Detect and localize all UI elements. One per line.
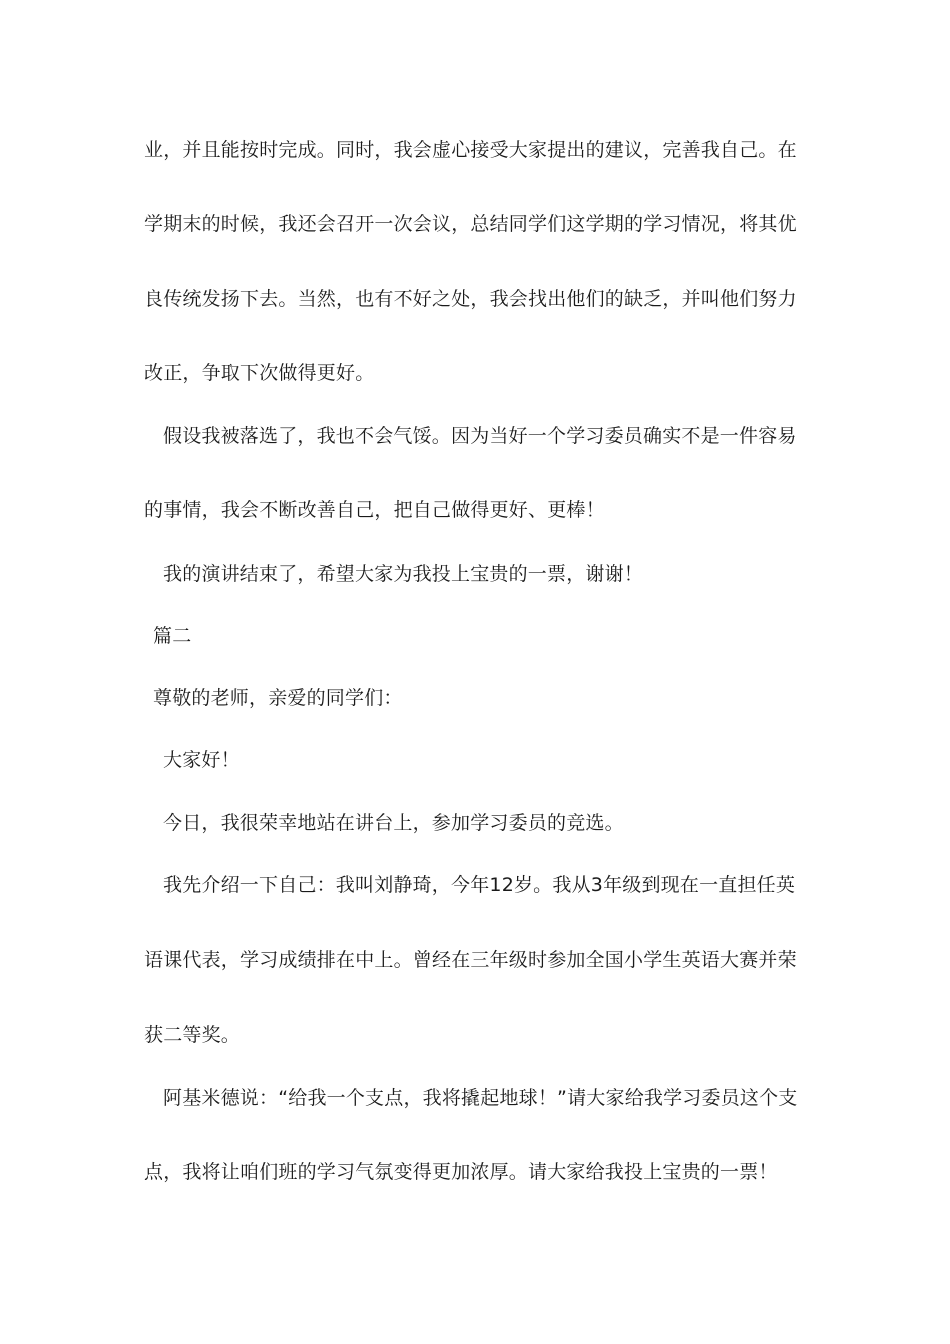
paragraph-line: 今日，我很荣幸地站在讲台上，参加学习委员的竞选。 [163, 812, 624, 834]
paragraph-line: 我先介绍一下自己：我叫刘静琦，今年12岁。我从3年级到现在一直担任英 [163, 874, 796, 896]
paragraph-line: 学期末的时候，我还会召开一次会议，总结同学们这学期的学习情况，将其优 [144, 213, 797, 235]
greeting: 大家好！ [163, 749, 240, 771]
paragraph-line: 良传统发扬下去。当然，也有不好之处，我会找出他们的缺乏，并叫他们努力 [144, 288, 797, 310]
salutation: 尊敬的老师，亲爱的同学们： [153, 687, 403, 709]
paragraph-line: 改正，争取下次做得更好。 [144, 362, 375, 384]
paragraph-line: 语课代表，学习成绩排在中上。曾经在三年级时参加全国小学生英语大赛并荣 [144, 949, 797, 971]
paragraph-line: 我的演讲结束了，希望大家为我投上宝贵的一票，谢谢！ [163, 563, 644, 585]
paragraph-line: 点，我将让咱们班的学习气氛变得更加浓厚。请大家给我投上宝贵的一票！ [144, 1161, 778, 1183]
paragraph-line: 获二等奖。 [144, 1024, 241, 1046]
paragraph-line: 假设我被落选了，我也不会气馁。因为当好一个学习委员确实不是一件容易 [163, 425, 797, 447]
section-heading: 篇二 [153, 625, 192, 647]
paragraph-line: 的事情，我会不断改善自己，把自己做得更好、更棒！ [144, 499, 605, 521]
paragraph-line: 阿基米德说：“给我一个支点，我将撬起地球！”请大家给我学习委员这个支 [163, 1087, 798, 1109]
paragraph-line: 业，并且能按时完成。同时，我会虚心接受大家提出的建议，完善我自己。在 [144, 139, 797, 161]
